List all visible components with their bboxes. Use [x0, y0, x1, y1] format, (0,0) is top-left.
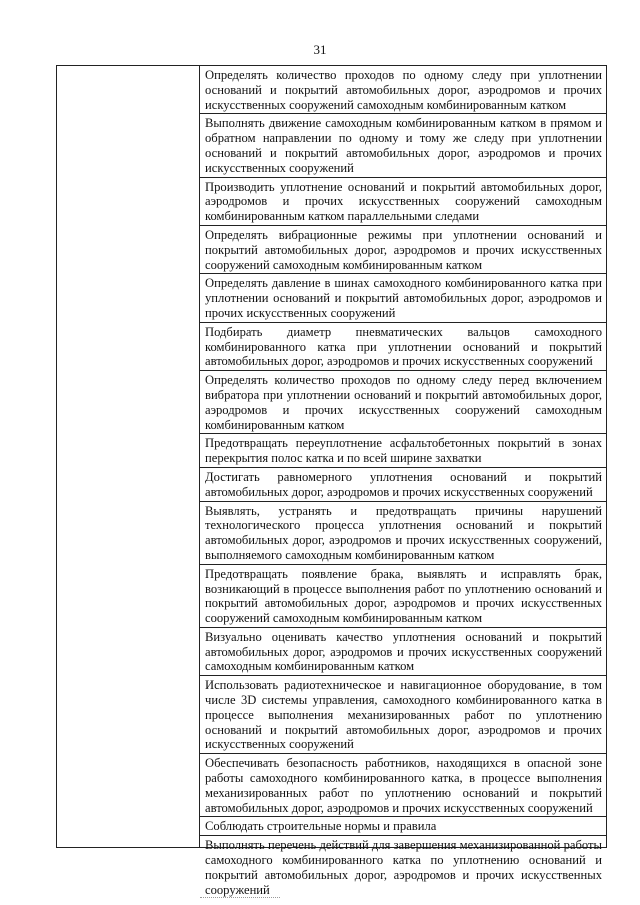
table-row: Визуально оценивать качество уплотнения оснований и покрытий автомобильных дорог, аэродромов и прочих искусственных сооружений самоходным комбинированным катком: [200, 628, 606, 676]
table-left-cell: [57, 66, 200, 847]
page-number: 31: [313, 42, 327, 57]
table-row: Определять количество проходов по одному следу перед включением вибратора при уплотнении оснований и покрытий автомобильных дорог, аэродромов и прочих искусственных сооружений самоходным комбинированным катком: [200, 371, 606, 434]
table-row: Определять вибрационные режимы при уплотнении оснований и покрытий автомобильных дорог, аэродромов и прочих искусственных сооружений самоходным комбинированным катком: [200, 226, 606, 274]
table-row: Достигать равномерного уплотнения оснований и покрытий автомобильных дорог, аэродромов и прочих искусственных сооружений: [200, 468, 606, 502]
table-row: Выполнять перечень действий для завершения механизированной работы самоходного комбинированного катка по уплотнению оснований и покрытий автомобильных дорог, аэродромов и прочих искусственных сооружений: [205, 838, 602, 897]
table-row: Выполнять движение самоходным комбинированным катком в прямом и обратном направлении по одному и тому же следу при уплотнении оснований и покрытий автомобильных дорог, аэродромов и прочих искусственных сооружений: [200, 114, 606, 177]
table-row: Выявлять, устранять и предотвращать причины нарушений технологического процесса уплотнения оснований и покрытий автомобильных дорог, аэродромов и прочих искусственных сооружений, выполняемого самоходным комбинированным катком: [200, 502, 606, 565]
table-row: Использовать радиотехническое и навигационное оборудование, в том числе 3D системы управления, самоходного комбинированного катка в процессе выполнения механизированных работ по уплотнению оснований и покрытий автомобильных дорог, аэродромов и прочих искусственных сооружений: [200, 676, 606, 754]
table-row: Определять количество проходов по одному следу при уплотнении оснований и покрытий автомобильных дорог, аэродромов и прочих искусственных сооружений самоходным комбинированным катком: [200, 66, 606, 114]
scan-artifact: [200, 897, 280, 898]
skills-table: [56, 65, 607, 897]
table-row: Соблюдать строительные нормы и правила: [200, 817, 606, 836]
table-row: Обеспечивать безопасность работников, находящихся в опасной зоне работы самоходного комбинированного катка, в процессе выполнения механизированных работ по уплотнению оснований и покрытий автомобильных дорог, аэродромов и прочих искусственных сооружений: [200, 754, 606, 817]
skills-column: [200, 66, 606, 898]
table-row: Предотвращать появление брака, выявлять и исправлять брак, возникающий в процессе выполнения работ по уплотнению оснований и покрытий автомобильных дорог, аэродромов и прочих искусственных сооружений самоходным комбинированным катком: [200, 565, 606, 628]
table-row: Подбирать диаметр пневматических вальцов самоходного комбинированного катка при уплотнении оснований и покрытий автомобильных дорог, аэродромов и прочих искусственных сооружений: [200, 323, 606, 371]
table-row: Определять давление в шинах самоходного комбинированного катка при уплотнении оснований и покрытий автомобильных дорог, аэродромов и прочих искусственных сооружений: [200, 274, 606, 322]
table-row: Предотвращать переуплотнение асфальтобетонных покрытий в зонах перекрытия полос катка и по всей ширине захватки: [200, 434, 606, 468]
table-row: Производить уплотнение оснований и покрытий автомобильных дорог, аэродромов и прочих искусственных сооружений самоходным комбинированным катком параллельными следами: [200, 178, 606, 226]
